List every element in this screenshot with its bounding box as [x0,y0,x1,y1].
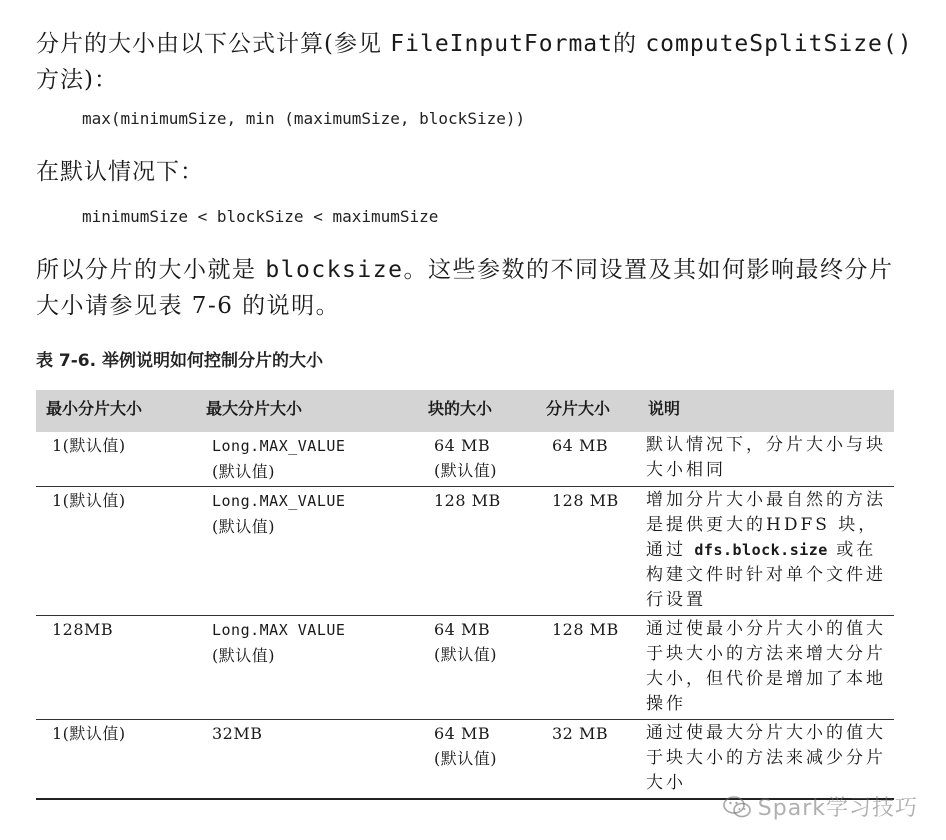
cell-description: 通过使最大分片大小的值大于块大小的方法来减少分片大小 [638,720,894,800]
blocksize-code: blocksize [265,257,404,283]
table-row [36,720,894,800]
conclusion-text-suffix: 。这些参数的不同设置及其如何影响最终分片大小请参见表 7-6 的说明。 [36,257,894,319]
description-text-end: 或在构建文件时针对单个文件进行设置 [646,540,886,610]
cell-block-size [418,720,536,800]
conclusion-text: 所以分片的大小就是 [36,257,266,283]
cell-description: 默认情况下，分片大小与块大小相同 [638,432,894,487]
cell-description [638,487,894,616]
cell-block-size [418,616,536,720]
split-size-table [36,390,894,800]
cell-split-size: 128 MB [536,616,638,720]
block-size-note: (默认值) [434,749,497,768]
cell-split-size: 32 MB [536,720,638,800]
cell-split-size: 128 MB [536,487,638,616]
intro-text: 分片的大小由以下公式计算(参见 [36,31,391,57]
block-size-value: 64 MB [434,620,491,639]
cell-max-size [196,616,418,720]
wechat-icon [722,794,752,820]
max-size-value: Long.MAX_VALUE [212,437,346,455]
cell-block-size: 128 MB [418,487,536,616]
cell-min-size: 1(默认值) [36,432,196,487]
table-row [36,487,894,616]
header-description: 说明 [638,390,894,432]
block-size-value: 64 MB [434,724,491,743]
watermark-text: Spark学习技巧 [757,796,918,821]
intro-text-mid: 的 [613,31,646,57]
block-size-note: (默认值) [434,461,497,480]
cell-description: 通过使最小分片大小的值大于块大小的方法来增大分片大小，但代价是增加了本地操作 [638,616,894,720]
header-split-size: 分片大小 [536,390,638,432]
table-row [36,432,894,487]
max-size-note: (默认值) [212,462,275,481]
block-size-value: 64 MB [434,436,491,455]
cell-min-size: 128MB [36,616,196,720]
cell-max-size [196,432,418,487]
cell-min-size: 1(默认值) [36,487,196,616]
header-block-size: 块的大小 [418,390,536,432]
max-size-note: (默认值) [212,646,275,665]
block-size-note: (默认值) [434,645,497,664]
watermark [722,791,918,822]
default-order-code: minimumSize < blockSize < maximumSize [82,207,439,226]
max-size-value: Long.MAX_VALUE [212,492,346,510]
header-min-split-size: 最小分片大小 [36,390,196,432]
paragraph-default-case: 在默认情况下： [36,159,204,185]
header-max-split-size: 最大分片大小 [196,390,418,432]
paragraph-split-formula-intro [36,26,916,98]
cell-min-size: 1(默认值) [36,720,196,800]
max-size-value: Long.MAX VALUE [212,621,346,639]
table-row [36,616,894,720]
cell-split-size: 64 MB [536,432,638,487]
formula-code: max(minimumSize, min (maximumSize, blockSize)) [82,109,526,128]
table-caption: 表 7-6. 举例说明如何控制分片的大小 [36,351,324,371]
cell-max-size: 32MB [196,720,418,800]
dfs-block-size-code: dfs.block.size [694,541,828,559]
max-size-note: (默认值) [212,517,275,536]
method-name-code: computeSplitSize() [645,31,913,57]
table-header-row [36,390,894,432]
paragraph-split-size-conclusion [36,252,916,324]
class-name-code: FileInputFormat [390,31,614,57]
intro-text-suffix: 方法)： [36,67,118,93]
description-text: 增加分片大小最自然的方法是提供更大的HDFS 块，通过 [646,490,886,560]
cell-block-size [418,432,536,487]
cell-max-size [196,487,418,616]
